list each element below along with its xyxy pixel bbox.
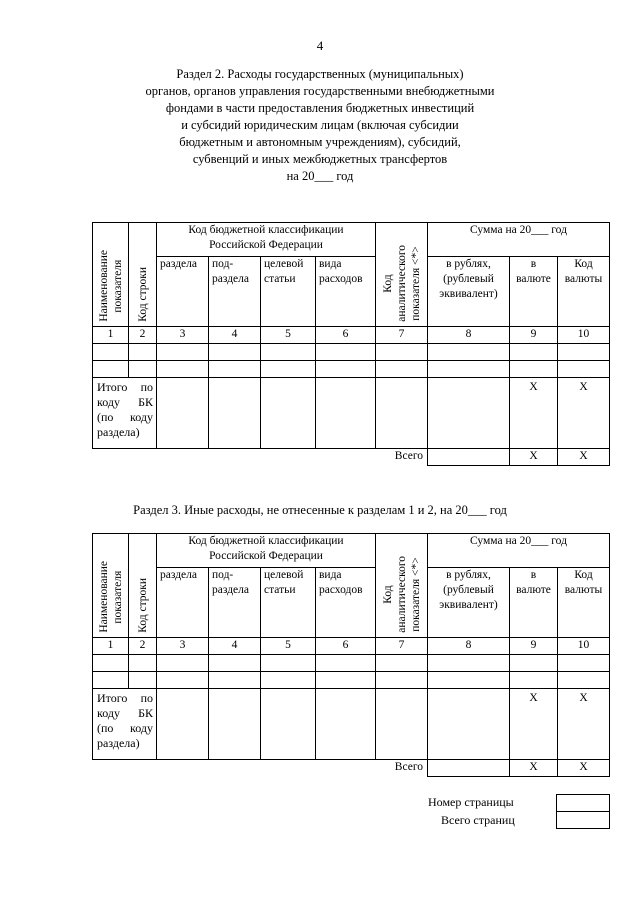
column-number: 5: [261, 327, 316, 344]
column-number-row: [93, 327, 610, 344]
sum-header: Сумма на 20___ год: [428, 534, 610, 568]
col-line-code-header: Код строки: [129, 223, 157, 327]
itogo-row: [93, 378, 610, 449]
section2-title-line: бюджетным и автономным учреждениям), субсидий,: [179, 135, 461, 149]
section2-title-line: и субсидий юридическим лицам (включая субсидии: [181, 118, 459, 132]
col-indicator-name-header: Наименование показателя: [93, 223, 129, 327]
bk-razdela-header: раздела: [157, 568, 209, 638]
column-number: 8: [428, 638, 510, 655]
x-mark: X: [510, 449, 558, 466]
section3-title: Раздел 3. Иные расходы, не отнесенные к разделам 1 и 2, на 20___ год: [133, 503, 507, 517]
x-mark: X: [558, 449, 610, 466]
bk-celevoy-header: целевой статьи: [261, 257, 316, 327]
x-mark: X: [510, 378, 558, 449]
itogo-label: Итого по коду БК (по коду раздела): [93, 378, 157, 449]
column-number: 3: [157, 638, 209, 655]
page-number-label: Номер страницы: [428, 795, 514, 809]
x-mark: X: [558, 760, 610, 777]
column-number: 9: [510, 327, 558, 344]
x-mark: X: [510, 760, 558, 777]
sum-currency-header: в валюте: [510, 568, 558, 638]
column-number-row: [93, 638, 610, 655]
x-mark: X: [510, 689, 558, 760]
section2-title: [120, 66, 520, 185]
section2-title-line: на 20___ год: [286, 169, 354, 183]
column-number: 3: [157, 327, 209, 344]
vsego-row: [93, 760, 610, 777]
section2-table: [92, 222, 610, 466]
vsego-label: Всего: [93, 449, 428, 466]
analytic-code-header: Код аналитического показателя <*>: [376, 534, 428, 638]
bk-code-header: Код бюджетной классификации Российской Федерации: [157, 534, 376, 568]
vsego-label: Всего: [93, 760, 428, 777]
bk-code-header: Код бюджетной классификации Российской Федерации: [157, 223, 376, 257]
bk-vida-header: вида расходов: [316, 257, 376, 327]
table-row: [93, 344, 610, 361]
vsego-row: [93, 449, 610, 466]
sum-header: Сумма на 20___ год: [428, 223, 610, 257]
column-number: 9: [510, 638, 558, 655]
total-pages-label: Всего страниц: [441, 813, 515, 827]
column-number: 10: [558, 638, 610, 655]
column-number: 2: [129, 327, 157, 344]
x-mark: X: [558, 689, 610, 760]
bk-podrazdela-header: под- раздела: [209, 568, 261, 638]
col-line-code-header: Код строки: [129, 534, 157, 638]
section2-title-line: фондами в части предоставления бюджетных инвестиций: [165, 101, 475, 115]
sum-currency-code-header: Код валюты: [558, 568, 610, 638]
col-indicator-name-header: Наименование показателя: [93, 534, 129, 638]
section2-title-line: субвенций и иных межбюджетных трансфертов: [192, 152, 448, 166]
sum-rub-header: в рублях, (рублевый эквивалент): [428, 568, 510, 638]
x-mark: X: [558, 378, 610, 449]
column-number: 5: [261, 638, 316, 655]
section2-title-line: органов, органов управления государственными внебюджетными: [145, 84, 495, 98]
sum-currency-code-header: Код валюты: [558, 257, 610, 327]
column-number: 10: [558, 327, 610, 344]
bk-podrazdela-header: под- раздела: [209, 257, 261, 327]
table-row: [93, 361, 610, 378]
column-number: 7: [376, 638, 428, 655]
bk-vida-header: вида расходов: [316, 568, 376, 638]
section2-title-line: Раздел 2. Расходы государственных (муниципальных): [176, 67, 464, 81]
page-number-field[interactable]: [556, 794, 610, 812]
analytic-code-header: Код аналитического показателя <*>: [376, 223, 428, 327]
sum-currency-header: в валюте: [510, 257, 558, 327]
section3-table: [92, 533, 610, 777]
column-number: 6: [316, 638, 376, 655]
total-pages-field[interactable]: [556, 811, 610, 829]
column-number: 1: [93, 327, 129, 344]
column-number: 8: [428, 327, 510, 344]
itogo-label: Итого по коду БК (по коду раздела): [93, 689, 157, 760]
column-number: 7: [376, 327, 428, 344]
page-number: 4: [316, 38, 324, 53]
column-number: 2: [129, 638, 157, 655]
column-number: 4: [209, 327, 261, 344]
sum-rub-header: в рублях, (рублевый эквивалент): [428, 257, 510, 327]
column-number: 6: [316, 327, 376, 344]
column-number: 1: [93, 638, 129, 655]
table-row: [93, 672, 610, 689]
bk-razdela-header: раздела: [157, 257, 209, 327]
table-row: [93, 655, 610, 672]
itogo-row: [93, 689, 610, 760]
bk-celevoy-header: целевой статьи: [261, 568, 316, 638]
column-number: 4: [209, 638, 261, 655]
